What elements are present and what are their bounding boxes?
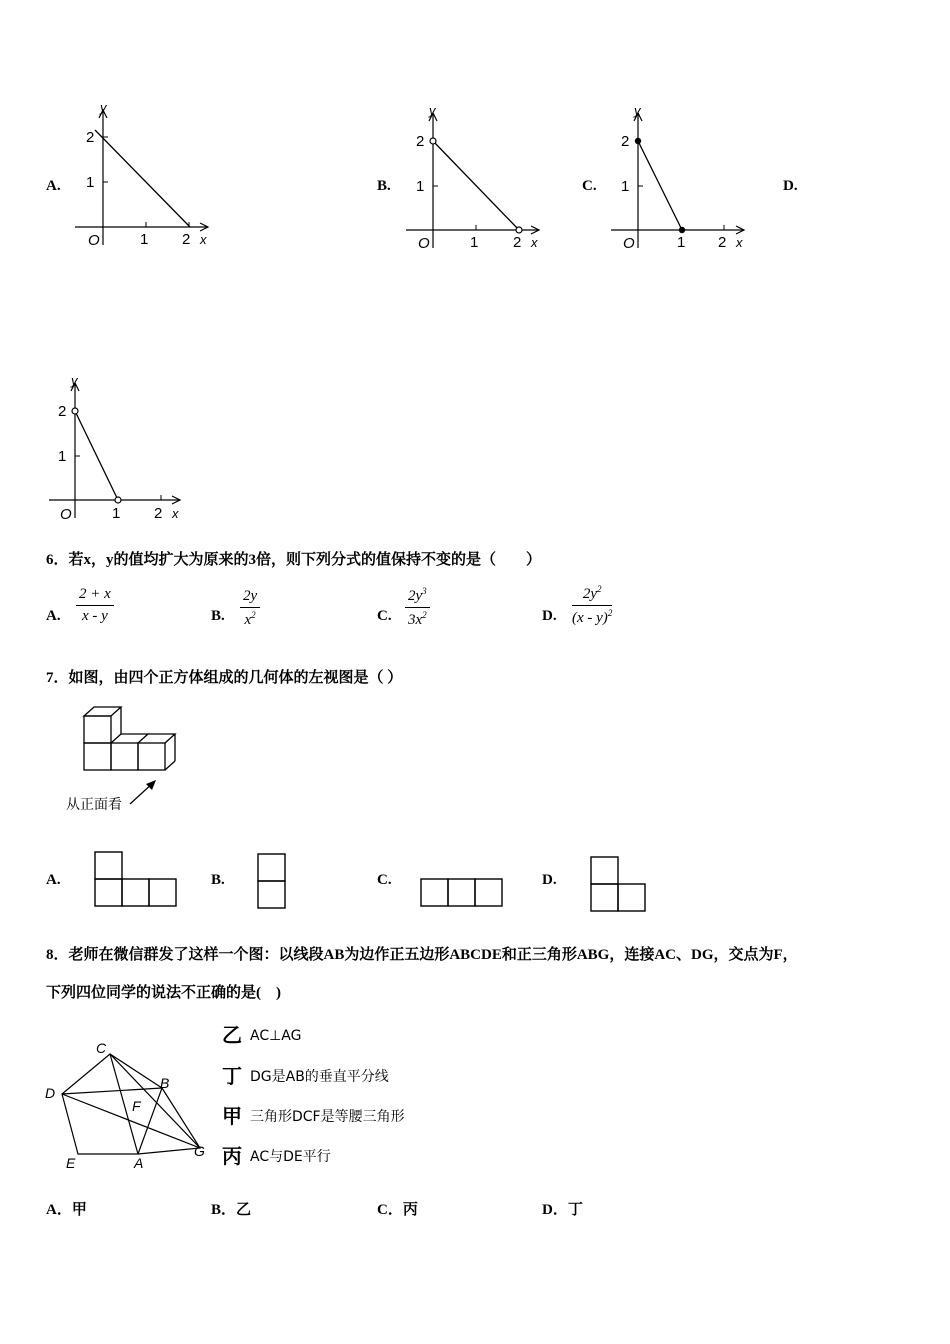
statement-text: DG是AB的垂直平分线	[250, 1069, 389, 1085]
arrow-caption: 从正面看	[66, 796, 122, 812]
q7-option-d-label[interactable]: D.	[542, 872, 557, 888]
q6-option-a-label[interactable]: A.	[46, 608, 61, 624]
denominator: (x - y)	[572, 610, 608, 626]
svg-text:y: y	[634, 103, 641, 118]
q6-option-d-label[interactable]: D.	[542, 608, 557, 624]
x-axis-label: x	[200, 232, 207, 247]
q8-stem-line1: 8．老师在微信群发了这样一个图：以线段AB为边作正五边形ABCDE和正三角形ABG，连接AC、DG，交点为F，	[46, 947, 798, 963]
svg-text:y: y	[429, 103, 436, 118]
denominator: 3x	[408, 612, 423, 628]
numerator: 2 + x	[76, 586, 114, 606]
statement-text: AC⊥AG	[250, 1028, 302, 1044]
point-label-e: E	[66, 1155, 76, 1171]
exponent: 3	[422, 586, 427, 596]
svg-text:y: y	[71, 374, 78, 388]
tick-label: 2	[86, 129, 95, 146]
line-segment	[638, 141, 682, 230]
svg-text:x: x	[531, 235, 538, 250]
svg-text:x: x	[172, 506, 179, 521]
numerator: 2y	[243, 588, 258, 604]
segment-dg	[62, 1094, 200, 1148]
point-label-b: B	[160, 1075, 170, 1091]
denominator: x	[244, 612, 252, 628]
statement-ding	[222, 1060, 389, 1089]
q5-graph-a	[70, 100, 220, 255]
exponent: 2	[422, 610, 427, 620]
svg-text:1: 1	[677, 234, 686, 251]
student-name: 丁	[222, 1064, 242, 1088]
q6-option-b-label[interactable]: B.	[211, 608, 225, 624]
exponent: 2	[251, 610, 256, 620]
q5-option-c-label[interactable]: C.	[582, 178, 597, 194]
svg-text:1: 1	[621, 178, 630, 195]
q8-option-c[interactable]: C．丙	[377, 1202, 418, 1218]
svg-text:1: 1	[112, 505, 121, 522]
q6-option-b-fraction	[240, 588, 260, 629]
student-name: 丙	[222, 1144, 242, 1168]
statement-jia	[222, 1100, 405, 1129]
origin-label: O	[88, 232, 100, 249]
svg-text:2: 2	[154, 505, 163, 522]
svg-text:2: 2	[416, 133, 425, 150]
cube-top-face	[84, 707, 121, 716]
open-endpoint	[430, 138, 436, 144]
q7-option-b-figure[interactable]	[256, 852, 288, 910]
q5-graph-b	[401, 103, 551, 258]
numerator: 2y	[408, 588, 423, 604]
closed-endpoint	[635, 138, 641, 144]
line-segment	[95, 130, 190, 227]
statement-text: AC与DE平行	[250, 1149, 331, 1165]
q7-solid-figure	[60, 700, 190, 818]
tick-label: 1	[140, 231, 149, 248]
q8-stem-line2: 下列四位同学的说法不正确的是( )	[46, 985, 281, 1001]
q7-stem: 7．如图，由四个正方体组成的几何体的左视图是（ ）	[46, 670, 403, 686]
q5-graph-c	[606, 103, 756, 258]
q5-option-a-label[interactable]: A.	[46, 178, 61, 194]
student-name: 乙	[222, 1023, 242, 1047]
svg-text:1: 1	[470, 234, 479, 251]
svg-text:O: O	[418, 235, 430, 252]
point-label-d: D	[45, 1085, 56, 1101]
q7-option-a-figure[interactable]	[93, 850, 178, 910]
denominator: x - y	[81, 608, 108, 624]
q6-stem: 6．若x，y的值均扩大为原来的3倍，则下列分式的值保持不变的是（ ）	[46, 552, 542, 568]
open-endpoint	[72, 408, 78, 414]
q7-option-d-figure[interactable]	[589, 855, 649, 913]
q7-option-a-label[interactable]: A.	[46, 872, 61, 888]
closed-endpoint	[679, 227, 685, 233]
statement-text: 三角形DCF是等腰三角形	[250, 1109, 405, 1125]
q5-option-d-label[interactable]: D.	[783, 178, 798, 194]
line-segment	[433, 141, 519, 230]
q7-option-c-label[interactable]: C.	[377, 872, 392, 888]
point-label-g: G	[194, 1143, 205, 1159]
q6-option-a-fraction	[76, 586, 114, 625]
q6-option-c-fraction	[405, 586, 430, 629]
point-label-c: C	[96, 1040, 107, 1056]
open-endpoint	[115, 497, 121, 503]
line-segment	[75, 411, 118, 500]
statement-yi	[222, 1019, 301, 1048]
exponent: 2	[596, 584, 602, 594]
student-name: 甲	[222, 1104, 242, 1128]
statement-bing	[222, 1140, 331, 1169]
svg-text:O: O	[623, 235, 635, 252]
y-axis-label: y	[100, 100, 107, 115]
svg-text:x: x	[736, 235, 743, 250]
point-label-a: A	[134, 1155, 144, 1171]
q6-option-d-fraction	[572, 584, 612, 627]
exponent: 2	[607, 608, 613, 618]
q8-option-d[interactable]: D．丁	[542, 1202, 583, 1218]
q8-option-a[interactable]: A．甲	[46, 1202, 87, 1218]
q8-pentagon-figure	[40, 1036, 220, 1174]
q7-option-c-figure[interactable]	[419, 877, 504, 909]
svg-text:2: 2	[718, 234, 727, 251]
point-label-f: F	[132, 1098, 141, 1114]
open-endpoint	[516, 227, 522, 233]
tick-label: 1	[86, 174, 95, 191]
svg-text:2: 2	[513, 234, 522, 251]
tick-label: 2	[182, 231, 191, 248]
q5-graph-d	[44, 374, 194, 529]
q6-option-c-label[interactable]: C.	[377, 608, 392, 624]
svg-text:O: O	[60, 506, 72, 523]
pentagon-abcde	[62, 1054, 162, 1154]
svg-text:1: 1	[416, 178, 425, 195]
q7-option-b-label[interactable]: B.	[211, 872, 225, 888]
q8-option-b[interactable]: B．乙	[211, 1202, 252, 1218]
svg-text:2: 2	[621, 133, 630, 150]
svg-text:2: 2	[58, 403, 67, 420]
q5-option-b-label[interactable]: B.	[377, 178, 391, 194]
svg-text:1: 1	[58, 448, 67, 465]
numerator: 2y	[582, 586, 597, 602]
